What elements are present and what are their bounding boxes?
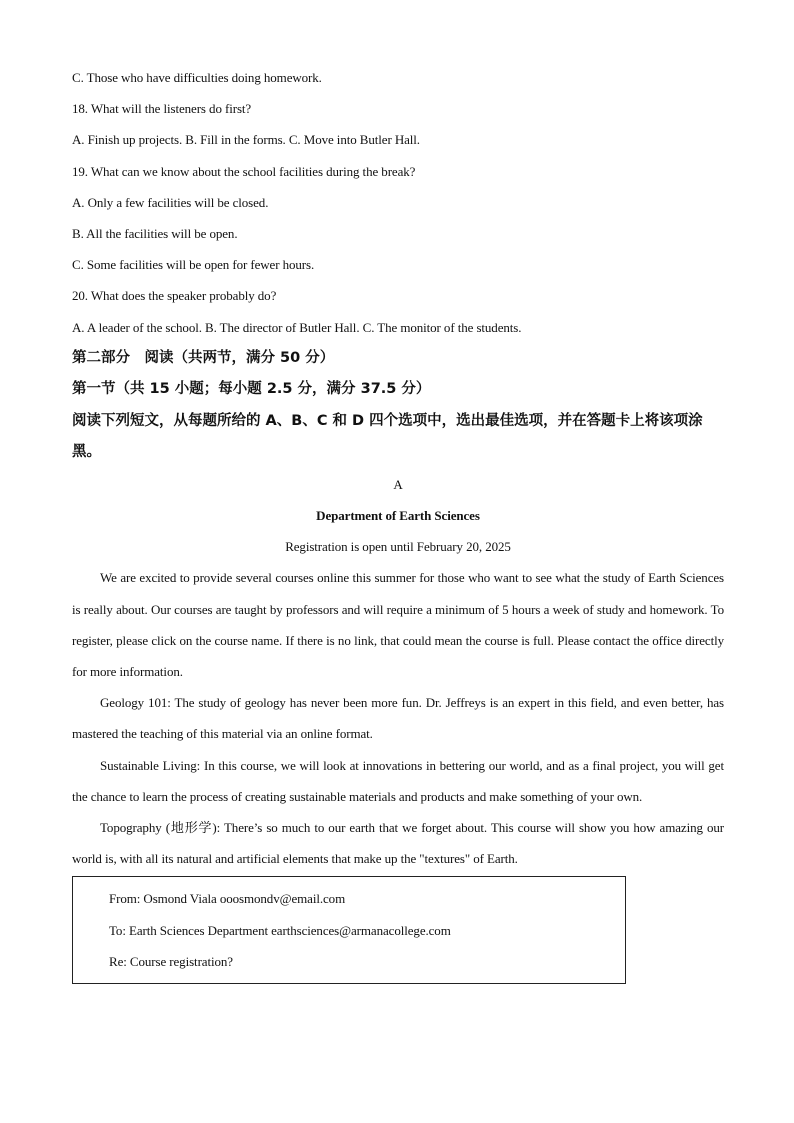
options-18: A. Finish up projects. B. Fill in the forms. C. Move into Butler Hall.: [72, 132, 420, 148]
email-box: [72, 876, 626, 984]
email-to: To: Earth Sciences Department earthsciences@armanacollege.com: [109, 922, 451, 938]
passage-a: [72, 469, 724, 875]
passage-subtitle: Registration is open until February 20, 2025: [285, 539, 511, 555]
question-18: 18. What will the listeners do first?: [72, 101, 252, 117]
reading-instructions: 阅读下列短文，从每题所给的 A、B、C 和 D 四个选项中，选出最佳选项，并在答题卡上将该项涂黑。: [72, 412, 703, 461]
reading-section-header: [72, 343, 724, 469]
course-geology: Geology 101: The study of geology has never been more fun. Dr. Jeffreys is an expert in this field, and even better, has mastered the teaching of this material via an online format.: [72, 695, 724, 742]
options-20: A. A leader of the school. B. The director of Butler Hall. C. The monitor of the students.: [72, 319, 522, 335]
course-topography: Topography (地形学): There’s so much to our earth that we forget about. This course will show you how amazing our world is, with all its natural and artificial elements that make up the "textures" of Earth.: [72, 820, 724, 867]
part-title: 第二部分 阅读（共两节，满分 50 分）: [72, 349, 335, 366]
passage-title: Department of Earth Sciences: [316, 508, 480, 524]
option-17c: C. Those who have difficulties doing homework.: [72, 70, 322, 85]
passage-letter: A: [393, 476, 403, 492]
option-19b: B. All the facilities will be open.: [72, 226, 238, 242]
question-19: 19. What can we know about the school facilities during the break?: [72, 163, 416, 179]
listening-questions: [72, 62, 724, 343]
question-20: 20. What does the speaker probably do?: [72, 288, 277, 304]
course-sustainable-living: Sustainable Living: In this course, we will look at innovations in bettering our world, and as a final project, you will get the chance to learn the process of creating sustainable materials and products and make something of your own.: [72, 757, 724, 804]
intro-paragraph: We are excited to provide several courses online this summer for those who want to see what the study of Earth Sciences is really about. Our courses are taught by professors and will require a minimum of 5 hours a week of study and homework. To register, please click on the course name. If there is no link, that could mean the course is full. Please contact the office directly for more information.: [72, 570, 724, 680]
exam-page: [72, 62, 724, 984]
option-19c: C. Some facilities will be open for fewer hours.: [72, 257, 315, 273]
email-subject: Re: Course registration?: [109, 953, 233, 969]
email-from: From: Osmond Viala ooosmondv@email.com: [109, 891, 346, 907]
option-19a: A. Only a few facilities will be closed.: [72, 194, 269, 210]
section-subtitle: 第一节（共 15 小题；每小题 2.5 分，满分 37.5 分）: [72, 381, 431, 398]
